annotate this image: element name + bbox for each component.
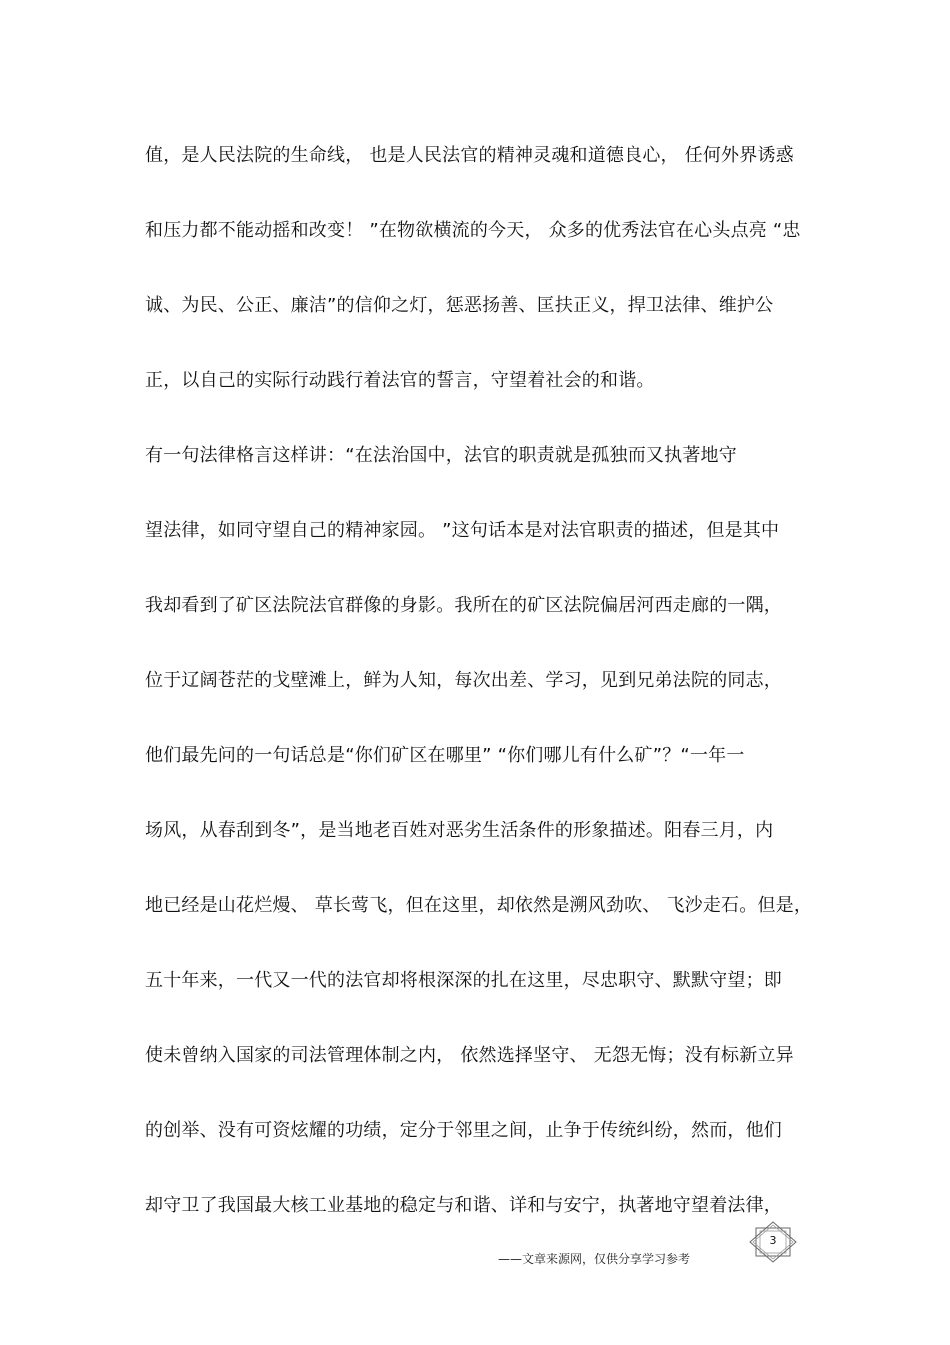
body-text-line: 值，是人民法院的生命线， 也是人民法官的精神灵魂和道德良心， 任何外界诱惑 bbox=[145, 145, 794, 166]
body-text-line: 我却看到了矿区法院法官群像的身影。我所在的矿区法院偏居河西走廊的一隅， bbox=[145, 595, 782, 616]
body-text-line: 却守卫了我国最大核工业基地的稳定与和谐、详和与安宁，执著地守望着法律， bbox=[145, 1195, 782, 1216]
body-text-line: 地已经是山花烂熳、 草长莺飞，但在这里，却依然是溯风劲吹、 飞沙走石。但是， bbox=[145, 895, 813, 916]
body-text-line: 诚、为民、公正、廉洁”的信仰之灯，惩恶扬善、匡扶正义，捍卫法律、维护公 bbox=[145, 295, 774, 316]
body-text-line: 有一句法律格言这样讲：“在法治国中，法官的职责就是孤独而又执著地守 bbox=[145, 445, 737, 466]
body-text-line: 和压力都不能动摇和改变！ ”在物欲横流的今天， 众多的优秀法官在心头点亮 “忠 bbox=[145, 220, 801, 241]
body-text-line: 位于辽阔苍茫的戈壁滩上，鲜为人知，每次出差、学习，见到兄弟法院的同志， bbox=[145, 670, 782, 691]
body-text-line: 五十年来，一代又一代的法官却将根深深的扎在这里，尽忠职守、默默守望；即 bbox=[145, 970, 782, 991]
page-number: 3 bbox=[769, 1234, 777, 1247]
body-text-line: 场风，从春刮到冬”，是当地老百姓对恶劣生活条件的形象描述。阳春三月，内 bbox=[145, 820, 774, 841]
body-text-line: 他们最先问的一句话总是“你们矿区在哪里” “你们哪儿有什么矿”？“一年一 bbox=[145, 745, 745, 766]
body-text-line: 正，以自己的实际行动践行着法官的誓言，守望着社会的和谐。 bbox=[145, 370, 655, 391]
body-text-line: 使未曾纳入国家的司法管理体制之内， 依然选择坚守、 无怨无悔；没有标新立异 bbox=[145, 1045, 794, 1066]
page-number-badge bbox=[749, 1221, 797, 1263]
body-text-line: 望法律，如同守望自己的精神家园。 ”这句话本是对法官职责的描述，但是其中 bbox=[145, 520, 780, 541]
body-text-line: 的创举、没有可资炫耀的功绩，定分于邻里之间，止争于传统纠纷，然而，他们 bbox=[145, 1120, 782, 1141]
footer-source-note: ——文章来源网，仅供分享学习参考 bbox=[498, 1252, 691, 1266]
